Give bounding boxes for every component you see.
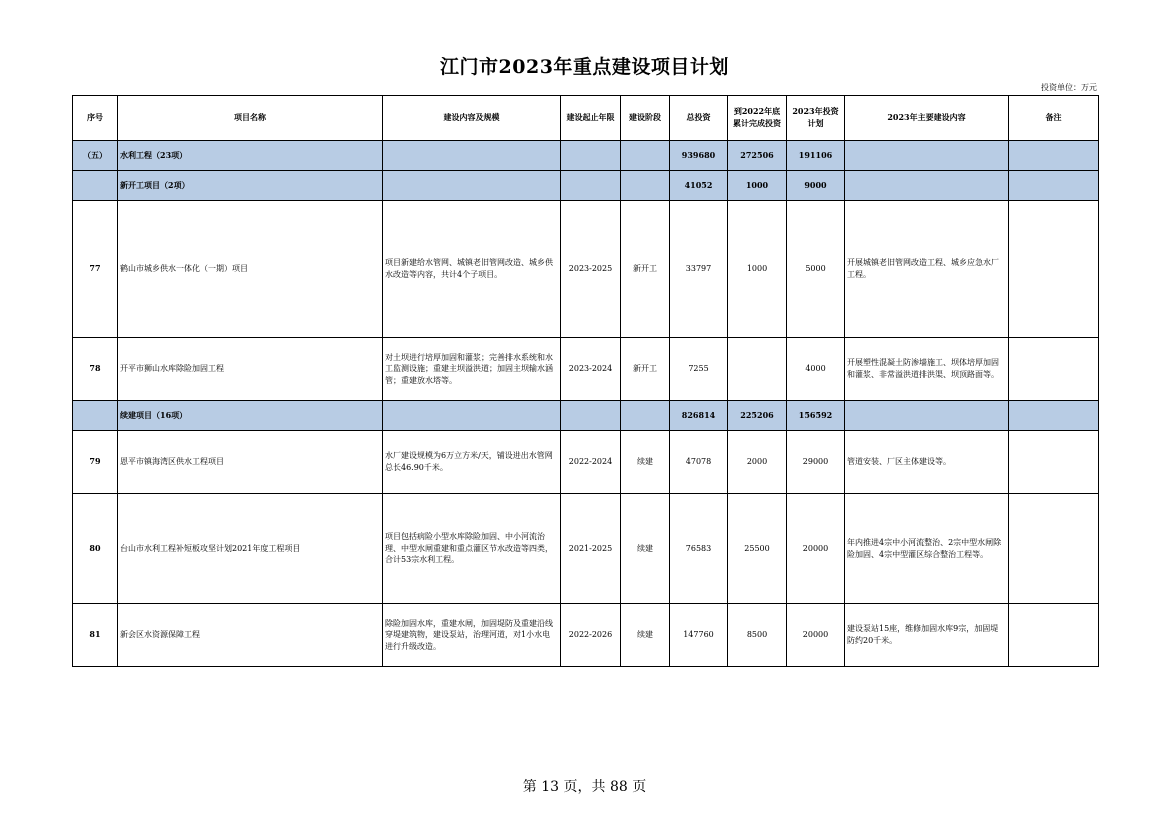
header-cell: 项目名称 <box>118 96 383 141</box>
group-total: 826814 <box>670 401 728 431</box>
row-name: 台山市水利工程补短板攻坚计划2021年度工程项目 <box>118 494 383 604</box>
header-cell: 2023年主要建设内容 <box>845 96 1009 141</box>
row-no: 80 <box>73 494 118 604</box>
header-cell: 序号 <box>73 96 118 141</box>
row-cum: 1000 <box>728 201 787 338</box>
header-cell: 到2022年底累计完成投资 <box>728 96 787 141</box>
row-no: 81 <box>73 604 118 667</box>
row-total: 47078 <box>670 431 728 494</box>
row-total: 147760 <box>670 604 728 667</box>
table-row <box>73 338 1099 401</box>
row-cum <box>728 338 787 401</box>
group-plan: 9000 <box>787 171 845 201</box>
page-footer: 第 13 页，共 88 页 <box>522 779 647 795</box>
row-scope: 对土坝进行培厚加固和灌浆；完善排水系统和水工监测设施；重建主坝溢洪道；加固主坝输水涵管；重建放水塔等。 <box>383 338 561 401</box>
row-content: 建设泵站15座，维修加固水库9宗，加固堤防约20千米。 <box>845 604 1009 667</box>
group-row-new <box>73 171 1099 201</box>
row-scope: 项目包括病险小型水库除险加固、中小河流治理、中型水闸重建和重点灌区节水改造等四类，合计53宗水利工程。 <box>383 494 561 604</box>
table-row <box>73 604 1099 667</box>
group-cum: 225206 <box>728 401 787 431</box>
row-name: 恩平市镇海湾区供水工程项目 <box>118 431 383 494</box>
group-name: 续建项目（16项） <box>118 401 383 431</box>
row-name: 鹤山市城乡供水一体化（一期）项目 <box>118 201 383 338</box>
section-no: （五） <box>73 141 118 171</box>
group-name: 新开工项目（2项） <box>118 171 383 201</box>
row-plan: 20000 <box>787 494 845 604</box>
row-total: 76583 <box>670 494 728 604</box>
row-content: 管道安装、厂区主体建设等。 <box>845 431 1009 494</box>
section-total: 939680 <box>670 141 728 171</box>
row-years: 2023-2024 <box>561 338 621 401</box>
project-table <box>72 95 1099 667</box>
row-note <box>1009 494 1099 604</box>
row-scope: 项目新建给水管网、城镇老旧管网改造、城乡供水改造等内容，共计4个子项目。 <box>383 201 561 338</box>
group-total: 41052 <box>670 171 728 201</box>
row-cum: 25500 <box>728 494 787 604</box>
header-cell: 总投资 <box>670 96 728 141</box>
row-years: 2022-2026 <box>561 604 621 667</box>
group-plan: 156592 <box>787 401 845 431</box>
row-total: 33797 <box>670 201 728 338</box>
row-years: 2023-2025 <box>561 201 621 338</box>
row-years: 2021-2025 <box>561 494 621 604</box>
row-scope: 除险加固水库，重建水闸，加固堤防及重建沿线穿堤建筑物，建设泵站，治理河道，对1小水电进行升级改造。 <box>383 604 561 667</box>
row-plan: 20000 <box>787 604 845 667</box>
header-cell: 建设阶段 <box>621 96 670 141</box>
row-no: 78 <box>73 338 118 401</box>
row-stage: 新开工 <box>621 201 670 338</box>
row-content: 开展城镇老旧管网改造工程、城乡应急水厂工程。 <box>845 201 1009 338</box>
row-note <box>1009 431 1099 494</box>
row-cum: 2000 <box>728 431 787 494</box>
group-row-continuing <box>73 401 1099 431</box>
row-name: 新会区水资源保障工程 <box>118 604 383 667</box>
header-cell: 建设起止年限 <box>561 96 621 141</box>
section-plan: 191106 <box>787 141 845 171</box>
section-row <box>73 141 1099 171</box>
row-stage: 新开工 <box>621 338 670 401</box>
row-note <box>1009 604 1099 667</box>
table-row <box>73 431 1099 494</box>
row-content: 开展塑性混凝土防渗墙施工、坝体培厚加固和灌浆、非常溢洪道排洪渠、坝顶路面等。 <box>845 338 1009 401</box>
page-title: 江门市2023年重点建设项目计划 <box>440 56 729 78</box>
section-name: 水利工程（23项） <box>118 141 383 171</box>
row-stage: 续建 <box>621 604 670 667</box>
row-total: 7255 <box>670 338 728 401</box>
table-row <box>73 494 1099 604</box>
row-no: 79 <box>73 431 118 494</box>
header-row <box>73 96 1099 141</box>
row-stage: 续建 <box>621 431 670 494</box>
row-content: 年内推进4宗中小河流整治、2宗中型水闸除险加固、4宗中型灌区综合整治工程等。 <box>845 494 1009 604</box>
table-row <box>73 201 1099 338</box>
row-stage: 续建 <box>621 494 670 604</box>
row-note <box>1009 338 1099 401</box>
section-cum: 272506 <box>728 141 787 171</box>
row-note <box>1009 201 1099 338</box>
row-plan: 29000 <box>787 431 845 494</box>
row-plan: 5000 <box>787 201 845 338</box>
row-cum: 8500 <box>728 604 787 667</box>
unit-label: 投资单位：万元 <box>1041 83 1097 92</box>
header-cell: 备注 <box>1009 96 1099 141</box>
header-cell: 建设内容及规模 <box>383 96 561 141</box>
row-scope: 水厂建设规模为6万立方米/天，铺设进出水管网总长46.90千米。 <box>383 431 561 494</box>
row-no: 77 <box>73 201 118 338</box>
row-plan: 4000 <box>787 338 845 401</box>
row-name: 开平市狮山水库除险加固工程 <box>118 338 383 401</box>
group-cum: 1000 <box>728 171 787 201</box>
row-years: 2022-2024 <box>561 431 621 494</box>
header-cell: 2023年投资计划 <box>787 96 845 141</box>
